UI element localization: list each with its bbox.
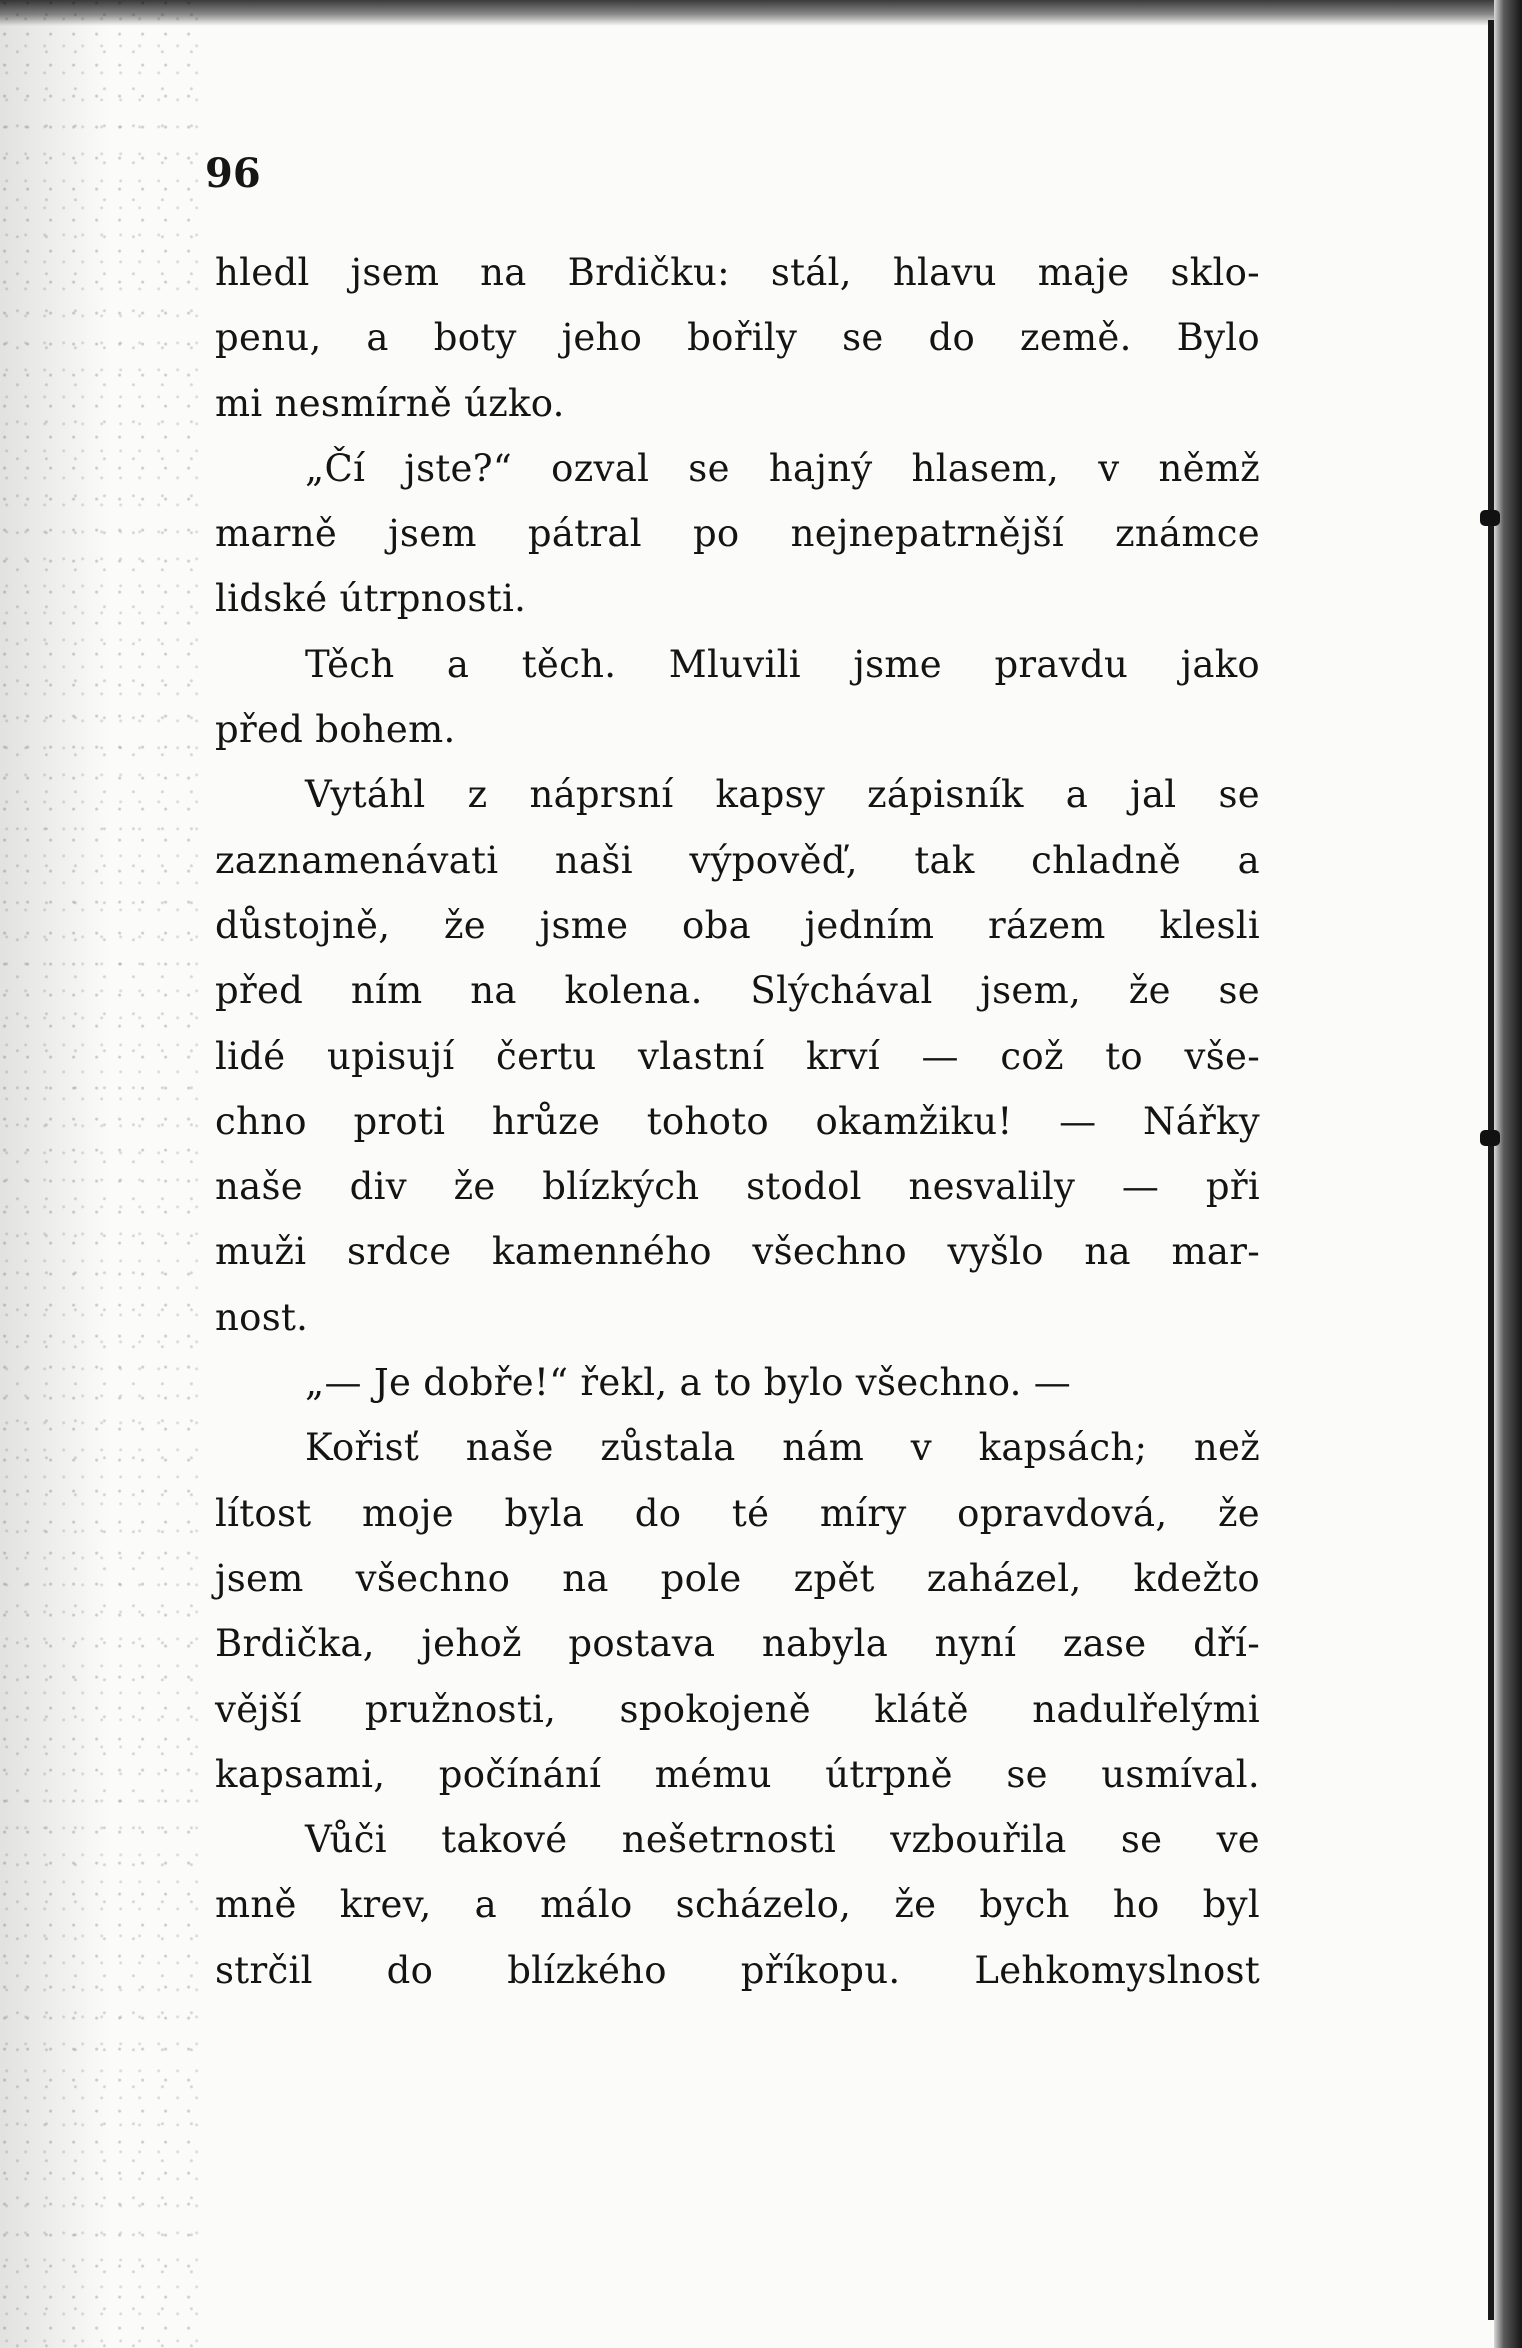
text-line: lidské útrpnosti.: [215, 577, 527, 621]
text-line: lítost moje byla do té míry opravdová, že: [215, 1491, 1260, 1535]
text-line: kapsami, počínání mému útrpně se usmíval.: [215, 1752, 1260, 1796]
text-line: mi nesmírně úzko.: [215, 381, 565, 425]
page-edge-mark: [1480, 510, 1500, 526]
page-edge-rule: [1488, 20, 1494, 2320]
text-line: důstojně, že jsme oba jedním rázem klesli: [215, 903, 1260, 947]
text-line: Těch a těch. Mluvili jsme pravdu jako: [305, 642, 1260, 686]
text-line: před bohem.: [215, 708, 456, 752]
text-line: nost.: [215, 1295, 309, 1339]
text-line: „Čí jste?“ ozval se hajný hlasem, v němž: [305, 446, 1260, 490]
text-line: marně jsem pátral po nejnepatrnější známce: [215, 512, 1260, 556]
page-edge-mark: [1480, 1130, 1500, 1146]
text-line: muži srdce kamenného všechno vyšlo na mar-: [215, 1230, 1260, 1274]
page-number: 96: [205, 150, 261, 197]
scan-left-speckles: [0, 0, 200, 2348]
text-line: mně krev, a málo scházelo, že bych ho byl: [215, 1883, 1260, 1927]
text-line: hledl jsem na Brdičku: stál, hlavu maje sklo-: [215, 251, 1260, 294]
text-line: Brdička, jehož postava nabyla nyní zase dří-: [215, 1622, 1260, 1666]
text-line: naše div že blízkých stodol nesvalily — při: [215, 1165, 1260, 1209]
text-line: jsem všechno na pole zpět zaházel, kdežto: [215, 1556, 1260, 1600]
text-line: zaznamenávati naši výpověď, tak chladně a: [215, 838, 1260, 882]
text-line: lidé upisují čertu vlastní krví — což to vše-: [215, 1034, 1260, 1078]
body-text: [215, 240, 1260, 2003]
text-line: chno proti hrůze tohoto okamžiku! — Nářky: [215, 1099, 1260, 1143]
text-line: vější pružnosti, spokojeně klátě nadulřelými: [215, 1687, 1260, 1731]
text-line: Kořisť naše zůstala nám v kapsách; než: [305, 1426, 1260, 1470]
text-line: Vůči takové nešetrnosti vzbouřila se ve: [305, 1818, 1260, 1862]
text-line: „— Je dobře!“ řekl, a to bylo všechno. —: [305, 1361, 1072, 1405]
scan-top-edge: [0, 0, 1522, 26]
text-line: strčil do blízkého příkopu. Lehkomyslnost: [215, 1948, 1260, 1992]
text-line: před ním na kolena. Slýchával jsem, že se: [215, 969, 1260, 1013]
text-line: Vytáhl z náprsní kapsy zápisník a jal se: [305, 773, 1260, 817]
scan-right-edge: [1494, 0, 1522, 2348]
text-line: penu, a boty jeho bořily se do země. Bylo: [215, 316, 1260, 360]
